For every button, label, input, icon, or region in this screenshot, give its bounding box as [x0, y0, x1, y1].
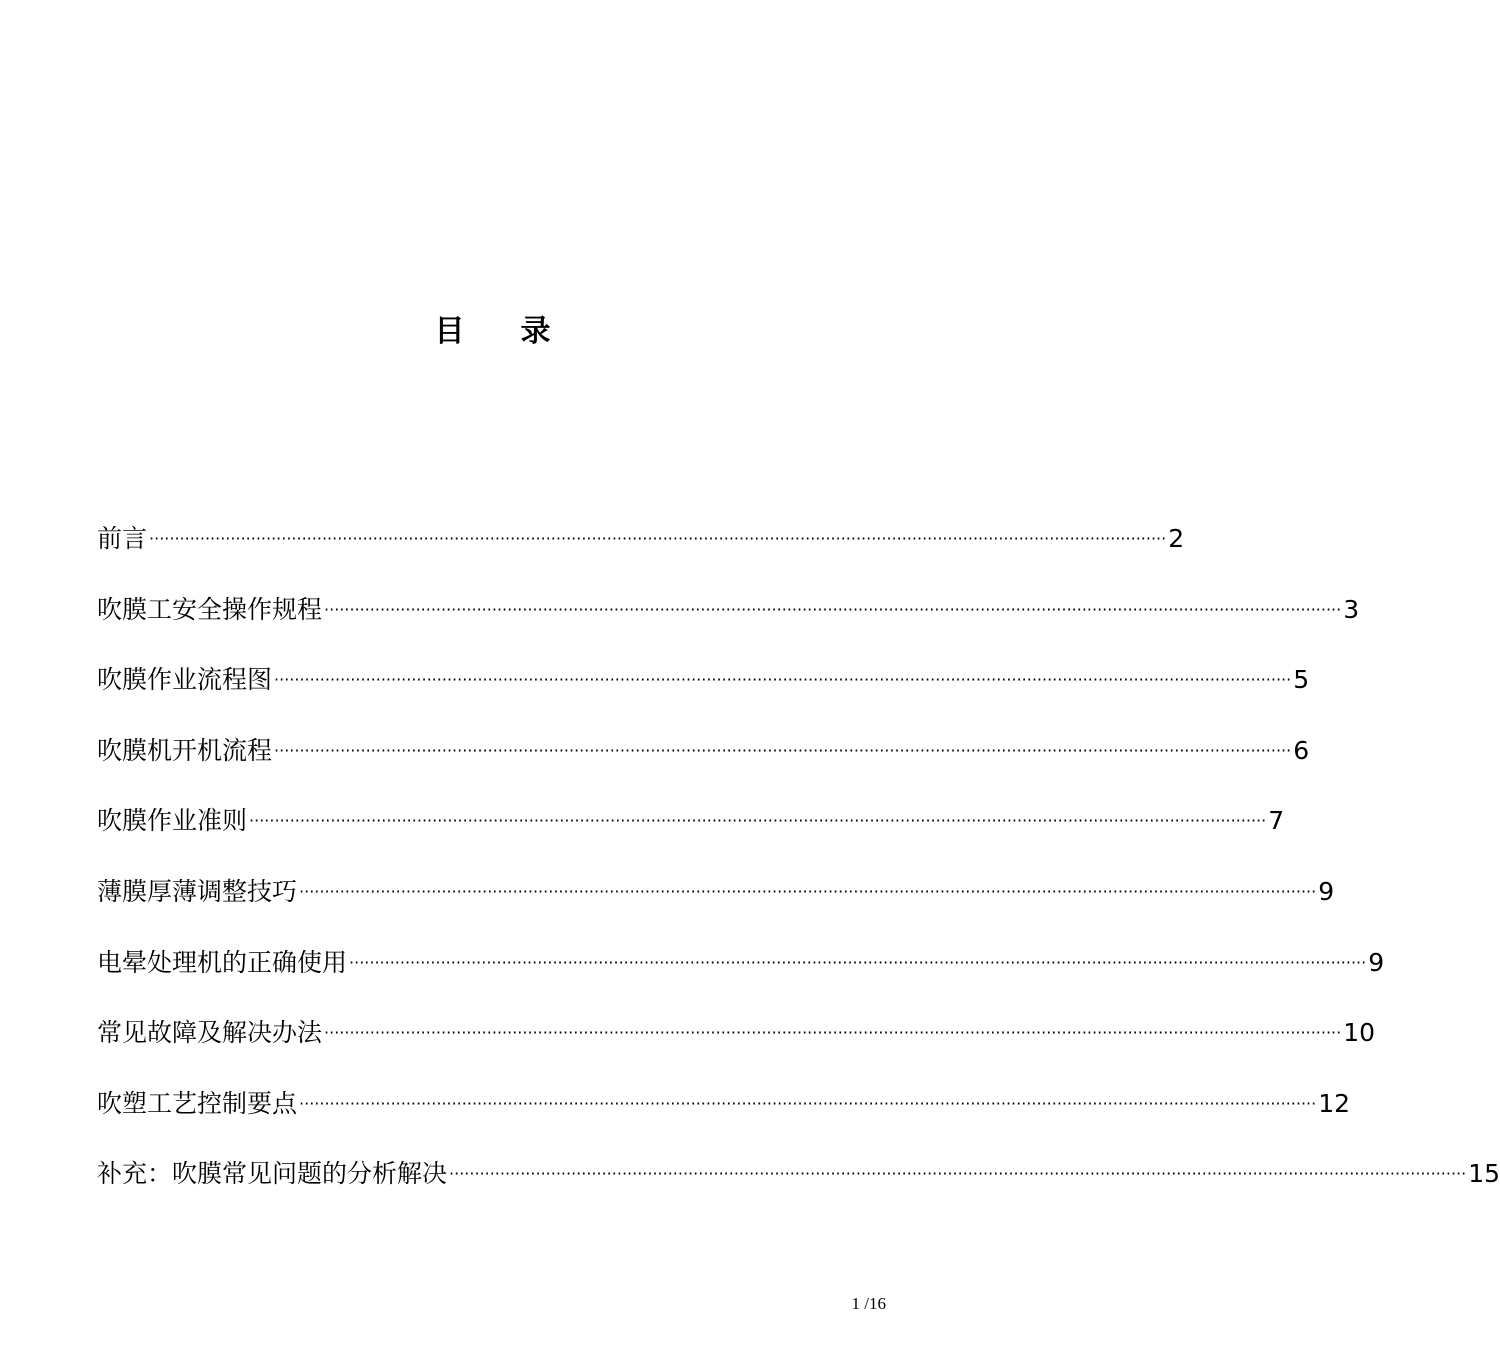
toc-entry-label: 吹膜工安全操作规程 [97, 594, 323, 624]
toc-leader-dots: ········································································································································································································ [274, 670, 1292, 690]
toc-entry[interactable] [97, 728, 1310, 799]
toc-entry[interactable] [97, 516, 1185, 587]
toc-entry[interactable] [97, 798, 1285, 869]
toc-entry-page: 3 [1343, 594, 1360, 624]
toc-entry[interactable] [97, 1081, 1351, 1152]
toc-entry[interactable] [97, 869, 1335, 940]
title-char-1: 目 [434, 314, 465, 349]
toc-leader-dots: ········································································································································································································ [324, 599, 1342, 619]
toc-entry-label: 吹膜机开机流程 [97, 735, 273, 765]
toc-entry-label: 常见故障及解决办法 [97, 1018, 323, 1048]
page-indicator: 1 /16 [851, 1294, 886, 1313]
toc-leader-dots: ········································································································································································································ [449, 1164, 1467, 1184]
toc-entry-page: 2 [1168, 524, 1185, 553]
toc-leader-dots: ········································································································································································································ [149, 529, 1167, 548]
toc-entry-page: 6 [1293, 735, 1310, 765]
toc-entry[interactable] [97, 657, 1310, 728]
toc-entry-label: 电晕处理机的正确使用 [97, 947, 348, 977]
toc-entry-page: 9 [1368, 947, 1385, 977]
page-title [0, 306, 985, 350]
toc-entry-page: 12 [1318, 1088, 1351, 1118]
toc-leader-dots: ········································································································································································································ [249, 811, 1267, 831]
toc-entry-label: 吹膜作业流程图 [97, 665, 273, 695]
toc-entry-label: 吹膜作业准则 [97, 806, 248, 836]
toc-entry[interactable] [97, 587, 1360, 658]
toc-leader-dots: ········································································································································································································ [299, 881, 1317, 901]
toc-entry[interactable] [97, 940, 1385, 1011]
toc-entry[interactable] [97, 1010, 1376, 1081]
toc-entry-page: 15 [1468, 1159, 1500, 1189]
title-char-2: 录 [520, 314, 551, 349]
toc-entry-page: 5 [1293, 665, 1310, 695]
table-of-contents [97, 516, 1500, 1222]
toc-leader-dots: ········································································································································································································ [299, 1093, 1317, 1113]
toc-entry-label: 补充：吹膜常见问题的分析解决 [97, 1159, 448, 1189]
toc-entry-label: 薄膜厚薄调整技巧 [97, 876, 298, 906]
toc-entry-label: 吹塑工艺控制要点 [97, 1088, 298, 1118]
toc-leader-dots: ········································································································································································································ [324, 1023, 1342, 1043]
toc-entry[interactable] [97, 1151, 1500, 1222]
toc-entry-label: 前言 [97, 524, 148, 553]
toc-entry-page: 9 [1318, 876, 1335, 906]
toc-leader-dots: ········································································································································································································ [349, 952, 1367, 972]
toc-entry-page: 10 [1343, 1018, 1376, 1048]
toc-entry-page: 7 [1268, 806, 1285, 836]
toc-leader-dots: ········································································································································································································ [274, 740, 1292, 760]
